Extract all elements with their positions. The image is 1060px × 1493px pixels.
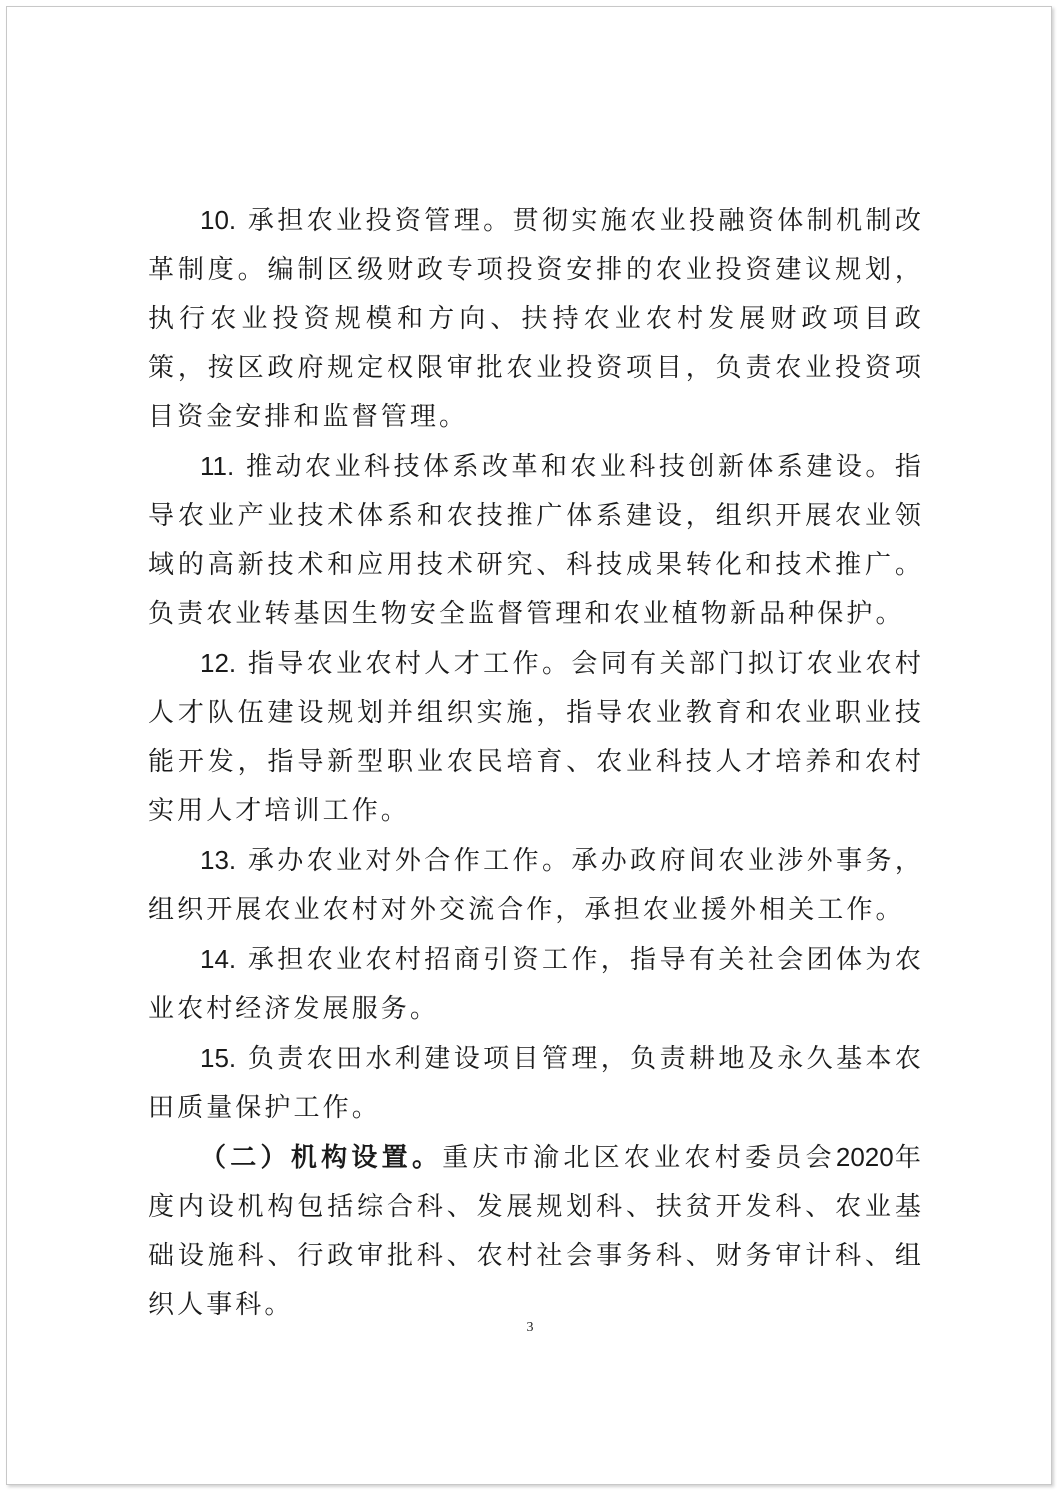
item-number: 13.: [200, 845, 237, 875]
document-body: [148, 196, 924, 1330]
paragraph-item-14: [148, 935, 924, 1034]
item-number: 12.: [200, 648, 237, 678]
section-heading: （二）机构设置。: [200, 1143, 443, 1173]
section-institution-setup: [148, 1133, 924, 1330]
item-text: 推动农业科技体系改革和农业科技创新体系建设。指导农业产业技术体系和农技推广体系建设，组织开展农业领域的高新技术和应用技术研究、科技成果转化和技术推广。负责农业转基因生物安全监督管理和农业植物新品种保护。: [148, 452, 924, 629]
item-number: 10.: [200, 205, 237, 235]
item-text: 承担农业农村招商引资工作，指导有关社会团体为农业农村经济发展服务。: [148, 945, 924, 1024]
section-text-before-year: 重庆市渝北区农业农村委员会: [442, 1143, 836, 1173]
item-number: 11.: [200, 451, 235, 481]
paragraph-item-15: [148, 1034, 924, 1133]
item-text: 指导农业农村人才工作。会同有关部门拟订农业农村人才队伍建设规划并组织实施，指导农业教育和农业职业技能开发，指导新型职业农民培育、农业科技人才培养和农村实用人才培训工作。: [148, 649, 924, 826]
item-text: 负责农田水利建设项目管理，负责耕地及永久基本农田质量保护工作。: [148, 1044, 924, 1123]
paragraph-item-10: [148, 196, 924, 442]
paragraph-item-11: [148, 442, 924, 639]
item-text: 承担农业投资管理。贯彻实施农业投融资体制机制改革制度。编制区级财政专项投资安排的农业投资建议规划，执行农业投资规模和方向、扶持农业农村发展财政项目政策，按区政府规定权限审批农业投资项目，负责农业投资项目资金安排和监督管理。: [148, 206, 924, 432]
item-number: 14.: [200, 944, 237, 974]
paragraph-item-13: [148, 836, 924, 935]
item-number: 15.: [200, 1043, 237, 1073]
paragraph-item-12: [148, 639, 924, 836]
section-year: 2020: [835, 1142, 894, 1172]
section-text-after-year: 年度内设机构包括综合科、发展规划科、扶贫开发科、农业基础设施科、行政审批科、农村社会事务科、财务审计科、组织人事科。: [148, 1143, 924, 1320]
item-text: 承办农业对外合作工作。承办政府间农业涉外事务，组织开展农业农村对外交流合作，承担农业援外相关工作。: [148, 846, 924, 925]
page-number: 3: [526, 1320, 534, 1335]
